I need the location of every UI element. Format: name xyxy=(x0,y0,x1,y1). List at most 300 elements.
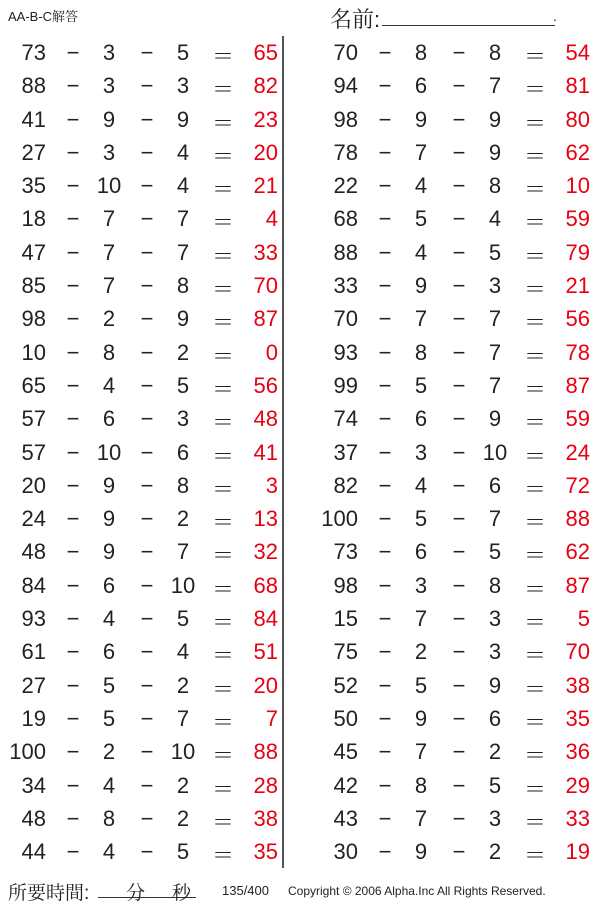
name-blank-line xyxy=(382,25,555,26)
minus-sign: − xyxy=(452,805,466,831)
problem-row xyxy=(312,203,600,236)
problem-row xyxy=(312,770,600,803)
minus-sign: − xyxy=(452,606,466,632)
minus-sign: − xyxy=(378,805,392,831)
answer: 87 xyxy=(565,372,590,398)
minuend: 30 xyxy=(333,839,358,865)
time-label: 所要時間: xyxy=(8,883,90,904)
answer: 24 xyxy=(565,439,590,465)
subtrahend-1: 9 xyxy=(102,539,116,565)
subtrahend-1: 5 xyxy=(414,506,428,532)
minuend: 65 xyxy=(21,372,46,398)
minuend: 98 xyxy=(21,306,46,332)
equals-sign: ＝ xyxy=(211,243,234,269)
subtrahend-1: 8 xyxy=(414,339,428,365)
subtrahend-2: 8 xyxy=(488,40,502,65)
minus-sign: − xyxy=(66,639,80,665)
minuend: 99 xyxy=(333,372,358,398)
equals-sign: ＝ xyxy=(523,776,546,802)
subtrahend-1: 6 xyxy=(102,639,116,665)
subtrahend-1: 4 xyxy=(102,772,116,798)
minus-sign: − xyxy=(140,839,154,865)
minus-sign: − xyxy=(140,805,154,831)
problem-row xyxy=(312,670,600,703)
minus-sign: − xyxy=(378,639,392,665)
subtrahend-1: 4 xyxy=(414,472,428,498)
equals-sign: ＝ xyxy=(523,643,546,669)
answer: 81 xyxy=(565,73,590,99)
minus-sign: − xyxy=(140,40,154,65)
problem-row xyxy=(0,703,290,736)
minuend: 44 xyxy=(21,839,46,865)
minus-sign: − xyxy=(140,73,154,99)
subtrahend-2: 7 xyxy=(488,73,502,99)
minus-sign: − xyxy=(378,406,392,432)
minuend: 41 xyxy=(21,106,46,132)
minus-sign: − xyxy=(378,739,392,765)
problem-row xyxy=(312,503,600,536)
problem-row xyxy=(0,303,290,336)
equals-sign: ＝ xyxy=(211,410,234,436)
equals-sign: ＝ xyxy=(211,776,234,802)
equals-sign: ＝ xyxy=(211,743,234,769)
minus-sign: − xyxy=(140,173,154,199)
subtrahend-2: 9 xyxy=(488,406,502,432)
problem-row xyxy=(0,104,290,137)
subtrahend-1: 5 xyxy=(102,672,116,698)
minus-sign: − xyxy=(140,705,154,731)
minuend: 98 xyxy=(333,572,358,598)
problem-row xyxy=(0,237,290,270)
answer: 35 xyxy=(253,839,278,865)
equals-sign: ＝ xyxy=(211,610,234,636)
answer: 4 xyxy=(265,206,278,232)
subtrahend-1: 7 xyxy=(414,739,428,765)
subtrahend-1: 7 xyxy=(102,239,116,265)
answer: 70 xyxy=(253,273,278,299)
minuend: 93 xyxy=(21,606,46,632)
problem-row xyxy=(312,370,600,403)
seconds-label: 秒 xyxy=(172,883,192,904)
subtrahend-2: 5 xyxy=(488,239,502,265)
answer: 87 xyxy=(253,306,278,332)
subtrahend-2: 9 xyxy=(176,106,190,132)
answer: 19 xyxy=(565,839,590,865)
minus-sign: − xyxy=(452,406,466,432)
subtrahend-2: 2 xyxy=(176,339,190,365)
equals-sign: ＝ xyxy=(211,843,234,869)
subtrahend-2: 7 xyxy=(176,705,190,731)
answer: 59 xyxy=(565,206,590,232)
minuend: 19 xyxy=(21,705,46,731)
minus-sign: − xyxy=(140,273,154,299)
equals-sign: ＝ xyxy=(211,277,234,303)
problem-row xyxy=(312,570,600,603)
minus-sign: − xyxy=(66,173,80,199)
minuend: 70 xyxy=(333,40,358,65)
equals-sign: ＝ xyxy=(523,77,546,103)
subtrahend-2: 2 xyxy=(488,739,502,765)
equals-sign: ＝ xyxy=(523,177,546,203)
minus-sign: − xyxy=(66,239,80,265)
subtrahend-1: 6 xyxy=(102,406,116,432)
equals-sign: ＝ xyxy=(211,576,234,602)
minus-sign: − xyxy=(66,705,80,731)
minus-sign: − xyxy=(66,805,80,831)
equals-sign: ＝ xyxy=(523,843,546,869)
equals-sign: ＝ xyxy=(523,210,546,236)
minuend: 94 xyxy=(333,73,358,99)
problem-row xyxy=(312,303,600,336)
minus-sign: − xyxy=(452,639,466,665)
equals-sign: ＝ xyxy=(523,243,546,269)
minus-sign: − xyxy=(66,206,80,232)
answer: 54 xyxy=(565,40,590,65)
problem-row xyxy=(312,803,600,836)
subtrahend-2: 5 xyxy=(176,372,190,398)
problem-row xyxy=(0,403,290,436)
equals-sign: ＝ xyxy=(211,476,234,502)
answer: 21 xyxy=(253,173,278,199)
minuend: 37 xyxy=(333,439,358,465)
problem-row xyxy=(312,137,600,170)
problem-row xyxy=(312,736,600,769)
minus-sign: − xyxy=(66,772,80,798)
minus-sign: − xyxy=(378,173,392,199)
minuend: 78 xyxy=(333,139,358,165)
minuend: 34 xyxy=(21,772,46,798)
minus-sign: − xyxy=(140,439,154,465)
equals-sign: ＝ xyxy=(523,443,546,469)
subtrahend-1: 2 xyxy=(414,639,428,665)
equals-sign: ＝ xyxy=(211,709,234,735)
minuend: 100 xyxy=(9,739,46,765)
minuend: 98 xyxy=(333,106,358,132)
minus-sign: − xyxy=(452,273,466,299)
minus-sign: − xyxy=(452,73,466,99)
problem-row xyxy=(312,636,600,669)
subtrahend-2: 6 xyxy=(176,439,190,465)
minus-sign: − xyxy=(378,672,392,698)
answer: 82 xyxy=(253,73,278,99)
answer: 87 xyxy=(565,572,590,598)
minuend: 88 xyxy=(21,73,46,99)
answer: 3 xyxy=(265,472,278,498)
answer: 88 xyxy=(565,506,590,532)
subtrahend-2: 9 xyxy=(488,672,502,698)
subtrahend-2: 2 xyxy=(176,506,190,532)
minus-sign: − xyxy=(452,739,466,765)
subtrahend-1: 3 xyxy=(102,40,116,65)
minus-sign: − xyxy=(66,606,80,632)
equals-sign: ＝ xyxy=(523,476,546,502)
equals-sign: ＝ xyxy=(211,376,234,402)
problem-row xyxy=(0,570,290,603)
subtrahend-1: 7 xyxy=(102,206,116,232)
minuend: 57 xyxy=(21,406,46,432)
subtrahend-2: 2 xyxy=(176,805,190,831)
problem-row xyxy=(312,270,600,303)
minuend: 85 xyxy=(21,273,46,299)
minus-sign: − xyxy=(452,372,466,398)
subtrahend-2: 2 xyxy=(176,772,190,798)
subtrahend-2: 3 xyxy=(488,273,502,299)
answer: 51 xyxy=(253,639,278,665)
minus-sign: − xyxy=(378,339,392,365)
subtrahend-1: 2 xyxy=(102,739,116,765)
problem-row xyxy=(312,37,600,70)
subtrahend-1: 4 xyxy=(102,372,116,398)
equals-sign: ＝ xyxy=(211,210,234,236)
subtrahend-2: 3 xyxy=(488,639,502,665)
subtrahend-1: 5 xyxy=(102,705,116,731)
subtrahend-2: 10 xyxy=(482,439,508,465)
minus-sign: − xyxy=(452,705,466,731)
subtrahend-2: 8 xyxy=(176,472,190,498)
copyright: Copyright © 2006 Alpha.Inc All Rights Reserved. xyxy=(288,884,546,898)
minus-sign: − xyxy=(140,239,154,265)
subtrahend-1: 6 xyxy=(414,406,428,432)
minuend: 84 xyxy=(21,572,46,598)
problem-row xyxy=(0,203,290,236)
problem-row xyxy=(0,270,290,303)
problem-row xyxy=(0,636,290,669)
subtrahend-1: 9 xyxy=(414,106,428,132)
problem-row xyxy=(0,670,290,703)
minus-sign: − xyxy=(140,106,154,132)
minus-sign: − xyxy=(452,339,466,365)
problem-row xyxy=(0,370,290,403)
minus-sign: − xyxy=(66,539,80,565)
subtrahend-1: 4 xyxy=(414,239,428,265)
subtrahend-1: 7 xyxy=(414,139,428,165)
minuend: 27 xyxy=(21,139,46,165)
answer: 78 xyxy=(565,339,590,365)
equals-sign: ＝ xyxy=(211,343,234,369)
answer: 70 xyxy=(565,639,590,665)
equals-sign: ＝ xyxy=(211,110,234,136)
subtrahend-2: 8 xyxy=(488,173,502,199)
minus-sign: − xyxy=(66,73,80,99)
subtrahend-2: 5 xyxy=(176,606,190,632)
problem-row xyxy=(312,470,600,503)
minuend: 20 xyxy=(21,472,46,498)
answer: 35 xyxy=(565,705,590,731)
problem-row xyxy=(312,536,600,569)
minus-sign: − xyxy=(378,772,392,798)
minuend: 50 xyxy=(333,705,358,731)
answer: 88 xyxy=(253,739,278,765)
answer: 56 xyxy=(253,372,278,398)
subtrahend-2: 3 xyxy=(176,406,190,432)
equals-sign: ＝ xyxy=(523,143,546,169)
minuend: 75 xyxy=(333,639,358,665)
answer: 38 xyxy=(253,805,278,831)
problem-row xyxy=(312,836,600,869)
minus-sign: − xyxy=(378,106,392,132)
minus-sign: − xyxy=(378,372,392,398)
minus-sign: − xyxy=(66,40,80,65)
answer: 41 xyxy=(253,439,278,465)
problem-row xyxy=(0,536,290,569)
minuend: 70 xyxy=(333,306,358,332)
subtrahend-2: 7 xyxy=(176,206,190,232)
equals-sign: ＝ xyxy=(523,410,546,436)
minus-sign: − xyxy=(140,306,154,332)
answer: 59 xyxy=(565,406,590,432)
minus-sign: − xyxy=(452,173,466,199)
subtrahend-1: 5 xyxy=(414,672,428,698)
problem-row xyxy=(0,437,290,470)
subtrahend-1: 9 xyxy=(102,106,116,132)
problem-row xyxy=(312,104,600,137)
subtrahend-1: 4 xyxy=(414,173,428,199)
minuend: 47 xyxy=(21,239,46,265)
answer: 33 xyxy=(565,805,590,831)
minuend: 74 xyxy=(333,406,358,432)
minuend: 10 xyxy=(21,339,46,365)
equals-sign: ＝ xyxy=(523,709,546,735)
subtrahend-2: 8 xyxy=(488,572,502,598)
minus-sign: − xyxy=(140,672,154,698)
equals-sign: ＝ xyxy=(523,277,546,303)
subtrahend-2: 5 xyxy=(176,839,190,865)
subtrahend-2: 4 xyxy=(176,139,190,165)
answer: 20 xyxy=(253,672,278,698)
minus-sign: − xyxy=(66,372,80,398)
minus-sign: − xyxy=(378,705,392,731)
problem-row xyxy=(312,237,600,270)
minus-sign: − xyxy=(66,306,80,332)
answer: 5 xyxy=(577,606,590,632)
answer: 7 xyxy=(265,705,278,731)
subtrahend-2: 7 xyxy=(176,239,190,265)
minuend: 93 xyxy=(333,339,358,365)
equals-sign: ＝ xyxy=(211,310,234,336)
minus-sign: − xyxy=(140,639,154,665)
subtrahend-2: 4 xyxy=(176,639,190,665)
subtrahend-1: 4 xyxy=(102,839,116,865)
answer: 62 xyxy=(565,539,590,565)
subtrahend-1: 9 xyxy=(414,839,428,865)
subtrahend-2: 9 xyxy=(176,306,190,332)
minus-sign: − xyxy=(140,206,154,232)
minus-sign: − xyxy=(378,439,392,465)
subtrahend-2: 10 xyxy=(170,739,196,765)
minus-sign: − xyxy=(140,606,154,632)
subtrahend-2: 3 xyxy=(176,73,190,99)
answer: 80 xyxy=(565,106,590,132)
subtrahend-1: 5 xyxy=(414,372,428,398)
subtrahend-1: 7 xyxy=(414,306,428,332)
minus-sign: − xyxy=(140,539,154,565)
answer: 20 xyxy=(253,139,278,165)
problem-row xyxy=(312,70,600,103)
answer: 13 xyxy=(253,506,278,532)
answer: 36 xyxy=(565,739,590,765)
answer: 38 xyxy=(565,672,590,698)
equals-sign: ＝ xyxy=(523,510,546,536)
answer: 28 xyxy=(253,772,278,798)
minuend: 73 xyxy=(21,40,46,65)
minuend: 45 xyxy=(333,739,358,765)
subtrahend-1: 8 xyxy=(414,40,428,65)
equals-sign: ＝ xyxy=(523,576,546,602)
subtrahend-2: 7 xyxy=(488,306,502,332)
subtrahend-1: 10 xyxy=(96,173,122,199)
answer: 68 xyxy=(253,572,278,598)
problem-row xyxy=(0,37,290,70)
minus-sign: − xyxy=(378,839,392,865)
subtrahend-1: 7 xyxy=(414,805,428,831)
subtrahend-2: 9 xyxy=(488,139,502,165)
minus-sign: − xyxy=(140,139,154,165)
problem-row xyxy=(0,470,290,503)
equals-sign: ＝ xyxy=(211,543,234,569)
answer: 23 xyxy=(253,106,278,132)
answer: 79 xyxy=(565,239,590,265)
problem-row xyxy=(0,736,290,769)
subtrahend-2: 8 xyxy=(176,273,190,299)
minus-sign: − xyxy=(378,539,392,565)
minus-sign: − xyxy=(66,406,80,432)
minuend: 88 xyxy=(333,239,358,265)
equals-sign: ＝ xyxy=(211,177,234,203)
minus-sign: − xyxy=(66,273,80,299)
minus-sign: − xyxy=(452,139,466,165)
answer: 0 xyxy=(265,339,278,365)
minus-sign: − xyxy=(66,339,80,365)
subtrahend-2: 4 xyxy=(488,206,502,232)
problem-row xyxy=(0,503,290,536)
minus-sign: − xyxy=(140,739,154,765)
subtrahend-2: 5 xyxy=(488,772,502,798)
minus-sign: − xyxy=(140,472,154,498)
answer: 62 xyxy=(565,139,590,165)
minus-sign: − xyxy=(66,506,80,532)
subtrahend-2: 2 xyxy=(176,672,190,698)
minuend: 24 xyxy=(21,506,46,532)
answer: 10 xyxy=(565,173,590,199)
minuend: 52 xyxy=(333,672,358,698)
equals-sign: ＝ xyxy=(523,543,546,569)
problem-row xyxy=(312,603,600,636)
subtrahend-1: 6 xyxy=(414,73,428,99)
equals-sign: ＝ xyxy=(211,643,234,669)
subtrahend-1: 3 xyxy=(102,73,116,99)
problem-row xyxy=(312,437,600,470)
minuend: 43 xyxy=(333,805,358,831)
subtrahend-1: 10 xyxy=(96,439,122,465)
minus-sign: − xyxy=(66,672,80,698)
minuend: 57 xyxy=(21,439,46,465)
subtrahend-2: 9 xyxy=(488,106,502,132)
subtrahend-2: 5 xyxy=(176,40,190,65)
minus-sign: − xyxy=(140,406,154,432)
minus-sign: − xyxy=(66,839,80,865)
subtrahend-1: 3 xyxy=(102,139,116,165)
minus-sign: − xyxy=(66,739,80,765)
problem-row xyxy=(0,137,290,170)
name-dot: . xyxy=(553,8,557,24)
equals-sign: ＝ xyxy=(211,809,234,835)
minuend: 18 xyxy=(21,206,46,232)
subtrahend-2: 7 xyxy=(488,339,502,365)
minus-sign: − xyxy=(452,539,466,565)
equals-sign: ＝ xyxy=(523,44,546,69)
equals-sign: ＝ xyxy=(523,809,546,835)
minus-sign: − xyxy=(66,106,80,132)
